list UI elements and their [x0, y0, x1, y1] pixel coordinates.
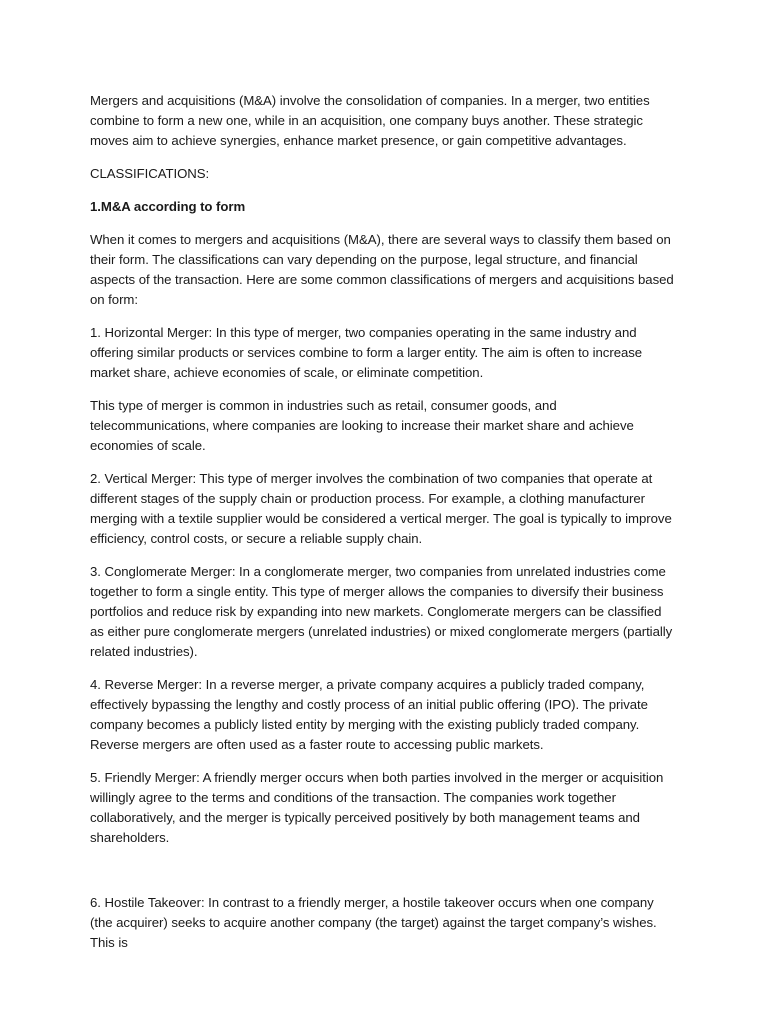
conglomerate-merger-paragraph: 3. Conglomerate Merger: In a conglomerate merger, two companies from unrelated industries come together to form a single entity. This type of merger allows the companies to diversify their business portfolios and reduce risk by expanding into new markets. Conglomerate mergers can be classified as either pure conglomerate mergers (unrelated industries) or mixed conglomerate mergers (partially related industries).: [90, 564, 673, 659]
paragraph-spacer: [90, 861, 678, 893]
vertical-merger-paragraph: 2. Vertical Merger: This type of merger involves the combination of two companies that operate at different stages of the supply chain or production process. For example, a clothing manufacturer merging with a textile supplier would be considered a vertical merger. The goal is typically to improve efficiency, control costs, or secure a reliable supply chain.: [90, 471, 672, 546]
horizontal-merger-paragraph: 1. Horizontal Merger: In this type of merger, two companies operating in the same industry and offering similar products or services combine to form a larger entity. The aim is often to increase market share, achieve economies of scale, or eliminate competition.: [90, 325, 643, 380]
horizontal-note-paragraph: This type of merger is common in industries such as retail, consumer goods, and telecommunications, where companies are looking to increase their market share and achieve economies of scale.: [90, 398, 634, 453]
section-intro-paragraph: When it comes to mergers and acquisitions (M&A), there are several ways to classify them based on their form. The classifications can vary depending on the purpose, legal structure, and financial aspects of the transaction. Here are some common classifications of mergers and acquisitions based on form:: [90, 232, 674, 307]
reverse-merger-paragraph: 4. Reverse Merger: In a reverse merger, a private company acquires a publicly traded company, effectively bypassing the lengthy and costly process of an initial public offering (IPO). The private company becomes a publicly listed entity by merging with the existing publicly traded company. Reverse mergers are often used as a faster route to accessing public markets.: [90, 677, 648, 752]
classifications-label: CLASSIFICATIONS:: [90, 166, 210, 181]
friendly-merger-paragraph: 5. Friendly Merger: A friendly merger occurs when both parties involved in the merger or acquisition willingly agree to the terms and conditions of the transaction. The companies work together collaboratively, and the merger is typically perceived positively by both management teams and shareholders.: [90, 770, 664, 845]
hostile-takeover-paragraph: 6. Hostile Takeover: In contrast to a friendly merger, a hostile takeover occurs when one company (the acquirer) seeks to acquire another company (the target) against the target company’s wishes. This is: [90, 895, 657, 950]
section-heading: 1.M&A according to form: [90, 199, 246, 214]
intro-paragraph: Mergers and acquisitions (M&A) involve the consolidation of companies. In a merger, two entities combine to form a new one, while in an acquisition, one company buys another. These strategic moves aim to achieve synergies, enhance market presence, or gain competitive advantages.: [90, 93, 650, 148]
